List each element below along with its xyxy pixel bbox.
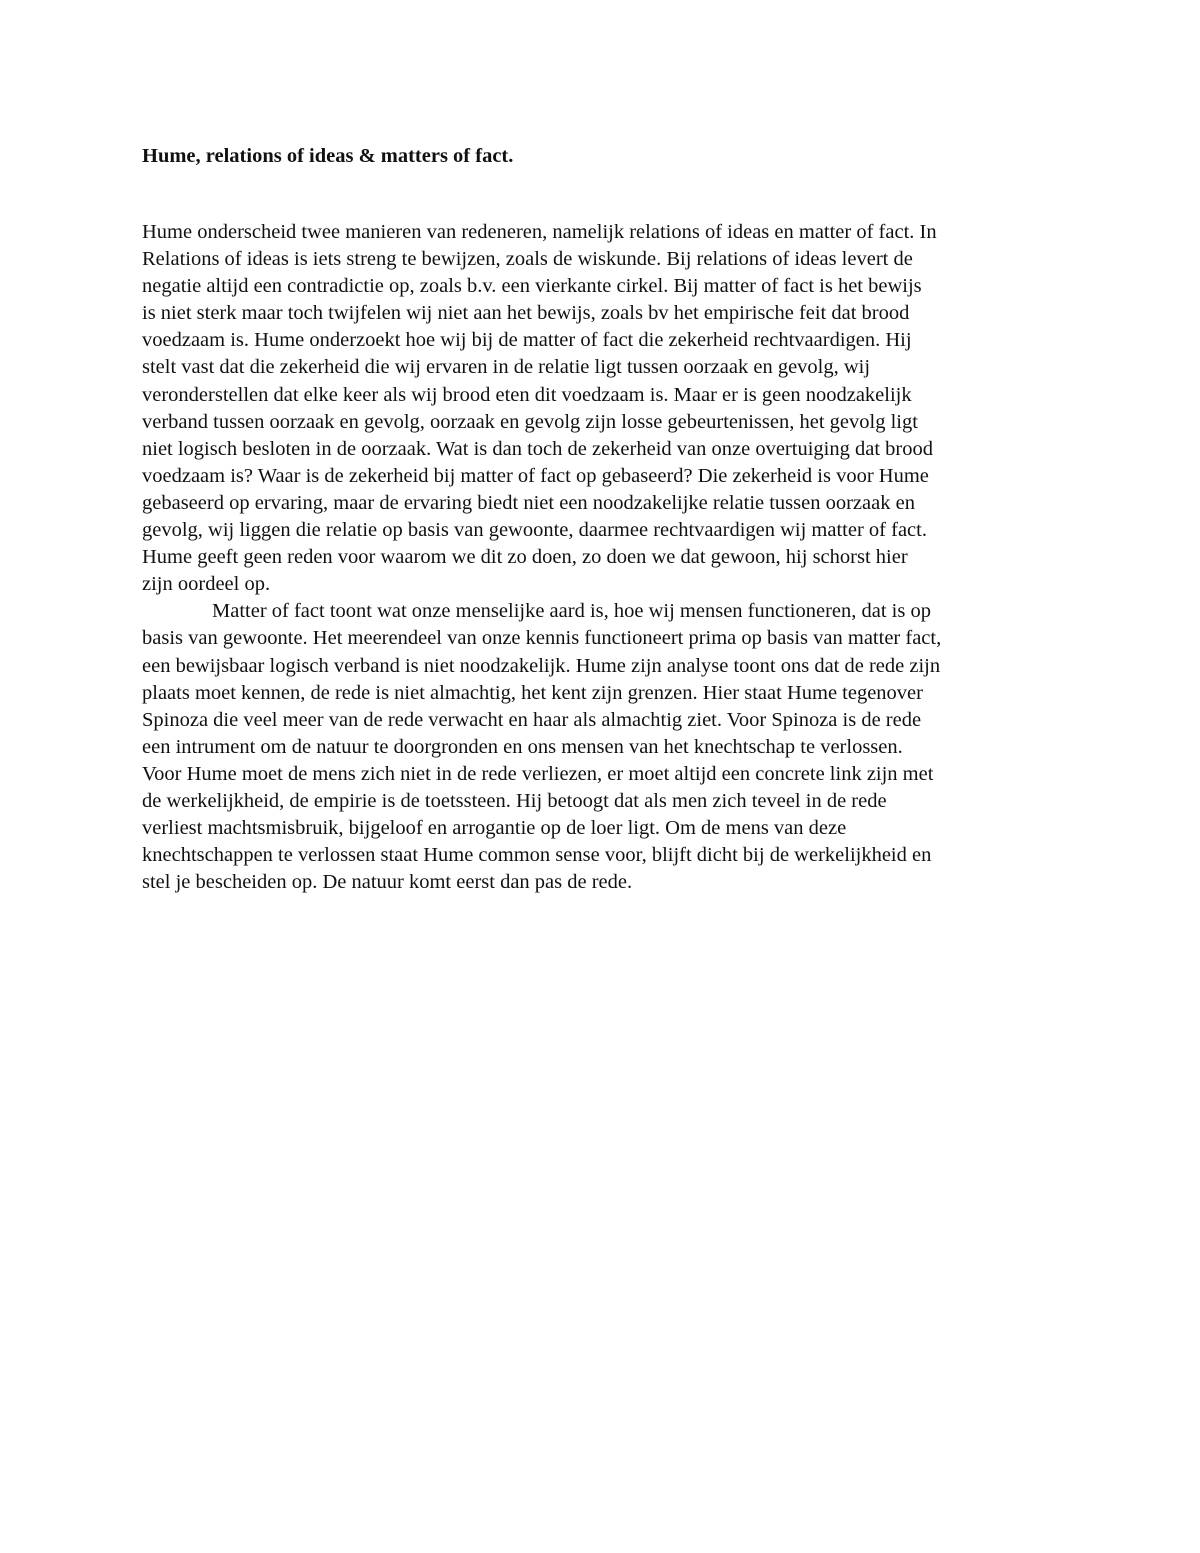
text-line: verliest machtsmisbruik, bijgeloof en arrogantie op de loer ligt. Om de mens van deze	[142, 817, 847, 840]
text-line: gevolg, wij liggen die relatie op basis van gewoonte, daarmee rechtvaardigen wij matter of fact.	[142, 519, 927, 542]
text-line: stel je bescheiden op. De natuur komt eerst dan pas de rede.	[142, 871, 633, 894]
paragraph-2	[142, 598, 1060, 896]
text-line: Hume onderscheid twee manieren van redeneren, namelijk relations of ideas en matter of fact. In	[142, 221, 937, 243]
text-line: voedzaam is. Hume onderzoekt hoe wij bij de matter of fact die zekerheid rechtvaardigen. Hij	[142, 329, 912, 352]
text-line: Hume geeft geen reden voor waarom we dit zo doen, zo doen we dat gewoon, hij schorst hier	[142, 546, 908, 569]
text-line: Relations of ideas is iets streng te bewijzen, zoals de wiskunde. Bij relations of ideas levert de	[142, 248, 913, 271]
text-line: Voor Hume moet de mens zich niet in de rede verliezen, er moet altijd een concrete link zijn met	[142, 762, 934, 785]
text-line: een intrument om de natuur te doorgronden en ons mensen van het knechtschap te verlossen.	[142, 735, 903, 758]
text-line: veronderstellen dat elke keer als wij brood eten dit voedzaam is. Maar er is geen noodzakelijk	[142, 383, 912, 406]
text-line-content: Matter of fact toont wat onze menselijke aard is, hoe wij mensen functioneren, dat is op	[212, 600, 931, 623]
text-line: de werkelijkheid, de empirie is de toetssteen. Hij betoogt dat als men zich teveel in de rede	[142, 789, 887, 812]
text-line: een bewijsbaar logisch verband is niet noodzakelijk. Hume zijn analyse toont ons dat de rede zijn	[142, 654, 941, 677]
text-line: is niet sterk maar toch twijfelen wij niet aan het bewijs, zoals bv het empirische feit dat brood	[142, 302, 910, 325]
text-line: negatie altijd een contradictie op, zoals b.v. een vierkante cirkel. Bij matter of fact is het bewijs	[142, 275, 922, 298]
document-content	[142, 143, 1060, 896]
text-line: zijn oordeel op.	[142, 573, 271, 596]
text-line: niet logisch besloten in de oorzaak. Wat is dan toch de zekerheid van onze overtuiging dat brood	[142, 437, 933, 460]
text-line: basis van gewoonte. Het meerendeel van onze kennis functioneert prima op basis van matter fact,	[142, 627, 942, 650]
text-line: stelt vast dat die zekerheid die wij ervaren in de relatie ligt tussen oorzaak en gevolg, wij	[142, 356, 871, 379]
text-line-indented	[142, 598, 1060, 625]
text-line: gebaseerd op ervaring, maar de ervaring biedt niet een noodzakelijke relatie tussen oorzaak en	[142, 491, 915, 514]
text-line: verband tussen oorzaak en gevolg, oorzaak en gevolg zijn losse gebeurtenissen, het gevolg ligt	[142, 410, 918, 433]
paragraph-1	[142, 219, 1060, 598]
document-title: Hume, relations of ideas & matters of fact.	[142, 145, 514, 167]
text-line: plaats moet kennen, de rede is niet almachtig, het kent zijn grenzen. Hier staat Hume tegenover	[142, 681, 923, 704]
text-line: voedzaam is? Waar is de zekerheid bij matter of fact op gebaseerd? Die zekerheid is voor Hume	[142, 464, 929, 487]
text-line: Spinoza die veel meer van de rede verwacht en haar als almachtig ziet. Voor Spinoza is de rede	[142, 708, 922, 731]
text-line: knechtschappen te verlossen staat Hume common sense voor, blijft dicht bij de werkelijkheid en	[142, 844, 932, 867]
